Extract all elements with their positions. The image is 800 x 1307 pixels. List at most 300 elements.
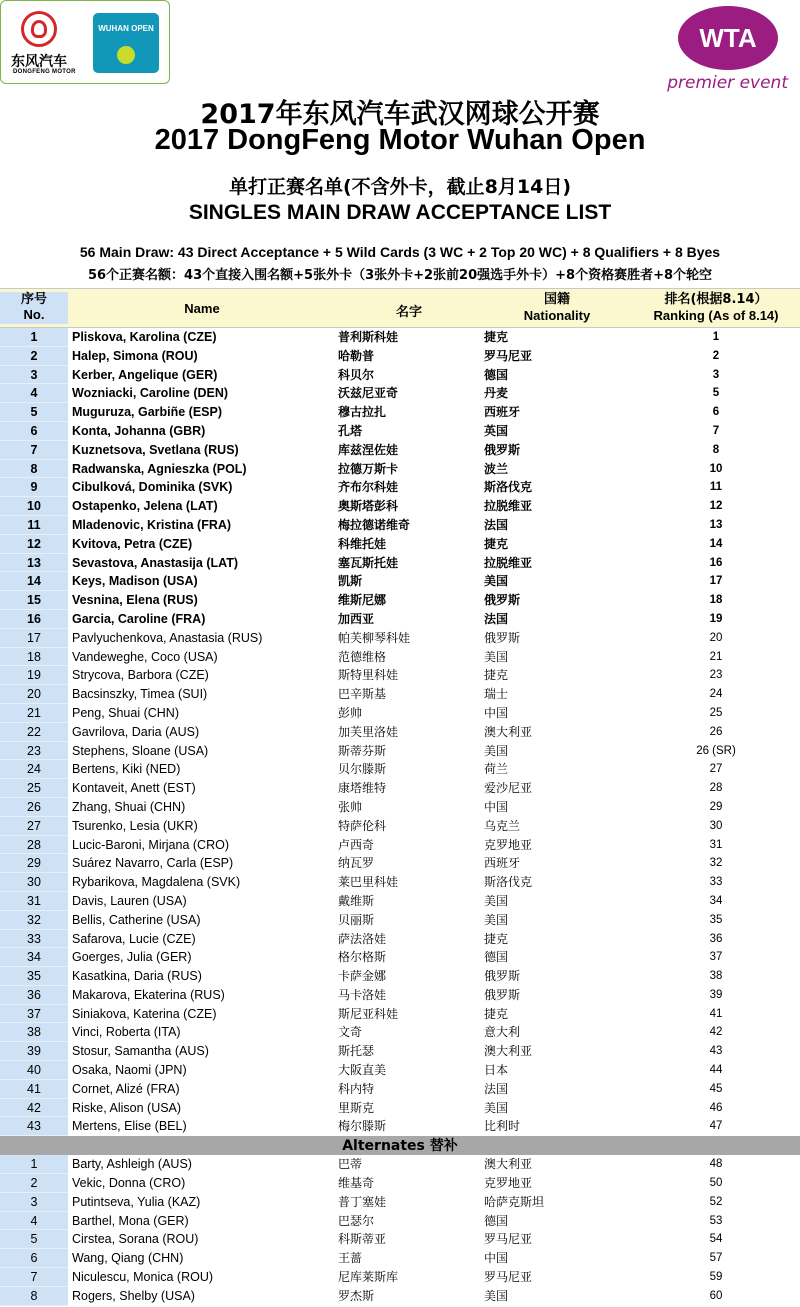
row-number: 18 [0, 648, 68, 667]
player-nationality: 瑞士 [484, 687, 509, 702]
player-name-cn: 贝丽斯 [338, 912, 375, 927]
player-name-cn: 巴蒂 [338, 1157, 363, 1172]
player-nationality: 美国 [484, 574, 509, 589]
player-name-cn: 康塔维特 [338, 781, 387, 796]
player-name-cn: 贝尔滕斯 [338, 762, 387, 777]
main-draw-rows [0, 328, 800, 1136]
table-row [0, 723, 800, 742]
player-nationality: 美国 [484, 1288, 509, 1303]
table-row [0, 516, 800, 535]
player-name-cn: 奥斯塔彭科 [338, 499, 399, 514]
header-number [0, 292, 68, 324]
row-number: 5 [0, 1230, 68, 1249]
player-name-cn: 罗杰斯 [338, 1288, 375, 1303]
row-number: 6 [0, 1249, 68, 1268]
row-number: 33 [0, 930, 68, 949]
player-name-cn: 卡萨金娜 [338, 969, 387, 984]
player-nationality: 法国 [484, 611, 509, 626]
player-ranking: 7 [712, 424, 720, 437]
player-name-cn: 特萨伦科 [338, 818, 387, 833]
row-number: 42 [0, 1099, 68, 1118]
player-ranking: 30 [709, 819, 723, 832]
player-name-cn: 萨法洛娃 [338, 931, 387, 946]
row-number: 19 [0, 666, 68, 685]
row-number: 10 [0, 497, 68, 516]
player-nationality: 俄罗斯 [484, 630, 521, 645]
player-ranking: 3 [712, 368, 720, 381]
wuhan-open-logo [93, 13, 159, 73]
player-nationality: 荷兰 [484, 762, 509, 777]
header-ranking-en: Ranking (As of 8.14) [653, 308, 779, 323]
row-number: 24 [0, 760, 68, 779]
table-row [0, 572, 800, 591]
row-number: 25 [0, 779, 68, 798]
player-ranking: 46 [709, 1101, 723, 1114]
row-number: 22 [0, 723, 68, 742]
player-ranking: 13 [709, 518, 723, 531]
player-ranking: 10 [709, 462, 723, 475]
player-name: Safarova, Lucie (CZE) [72, 931, 196, 946]
player-name-cn: 穆古拉扎 [338, 405, 387, 420]
player-name-cn: 沃兹尼亚奇 [338, 386, 399, 401]
header-nationality-en: Nationality [523, 308, 591, 323]
row-number: 7 [0, 441, 68, 460]
row-number: 40 [0, 1061, 68, 1080]
player-nationality: 斯洛伐克 [484, 480, 533, 495]
player-ranking: 26 [709, 725, 723, 738]
player-name: Davis, Lauren (USA) [72, 893, 187, 908]
player-name: Vekic, Donna (CRO) [72, 1176, 186, 1191]
player-name: Niculescu, Monica (ROU) [72, 1270, 214, 1285]
table-row [0, 610, 800, 629]
table-row [0, 648, 800, 667]
player-nationality: 澳大利亚 [484, 724, 533, 739]
player-name: Cirstea, Sorana (ROU) [72, 1232, 199, 1247]
player-name-cn: 维斯尼娜 [338, 593, 387, 608]
summary-cn: 56个正赛名额：43个直接入围名额+5张外卡（3张外卡+2张前20强选手外卡）+8个资格赛胜者+8个轮空 [87, 268, 713, 283]
player-nationality: 斯洛伐克 [484, 875, 533, 890]
player-name: Riske, Alison (USA) [72, 1100, 182, 1115]
player-nationality: 德国 [484, 950, 509, 965]
player-nationality: 罗马尼亚 [484, 1232, 533, 1247]
player-name-cn: 哈勒普 [338, 348, 375, 363]
player-ranking: 57 [709, 1252, 723, 1265]
header-name: Name [184, 301, 220, 316]
player-ranking: 41 [709, 1007, 723, 1020]
player-ranking: 59 [709, 1271, 723, 1284]
dongfeng-en-text: DONGFENG MOTOR [13, 69, 76, 75]
player-name: Vandeweghe, Coco (USA) [72, 649, 218, 664]
table-row [0, 742, 800, 761]
player-nationality: 捷克 [484, 536, 509, 551]
table-row [0, 1042, 800, 1061]
player-name: Mertens, Elise (BEL) [72, 1119, 187, 1134]
player-name: Kerber, Angelique (GER) [72, 367, 218, 382]
player-nationality: 俄罗斯 [484, 442, 521, 457]
table-row [0, 1212, 800, 1231]
row-number: 15 [0, 591, 68, 610]
player-name-cn: 尼库莱斯库 [338, 1270, 399, 1285]
player-name-cn: 加西亚 [338, 611, 375, 626]
player-ranking: 23 [709, 669, 723, 682]
table-row [0, 666, 800, 685]
header-name-cn: 名字 [395, 305, 422, 320]
player-nationality: 丹麦 [484, 386, 509, 401]
row-number: 4 [0, 1212, 68, 1231]
row-number: 38 [0, 1023, 68, 1042]
player-ranking: 36 [709, 932, 723, 945]
row-number: 13 [0, 554, 68, 573]
player-nationality: 克罗地亚 [484, 1176, 533, 1191]
table-row [0, 967, 800, 986]
row-number: 43 [0, 1117, 68, 1136]
player-name: Kontaveit, Anett (EST) [72, 781, 196, 796]
player-ranking: 38 [709, 970, 723, 983]
player-nationality: 捷克 [484, 1006, 509, 1021]
player-name: Tsurenko, Lesia (UKR) [72, 818, 198, 833]
row-number: 4 [0, 384, 68, 403]
table-row [0, 930, 800, 949]
table-row [0, 441, 800, 460]
header-nationality-cn: 国籍 [543, 292, 570, 307]
player-nationality: 美国 [484, 1100, 509, 1115]
table-row [0, 836, 800, 855]
table-row [0, 704, 800, 723]
table-row [0, 591, 800, 610]
table-row [0, 1117, 800, 1136]
header-ranking-cn: 排名(根据8.14） [664, 292, 768, 307]
header-number-cn: 序号 [20, 292, 47, 307]
player-nationality: 日本 [484, 1063, 509, 1078]
player-name: Bacsinszky, Timea (SUI) [72, 687, 208, 702]
player-name-cn: 拉德万斯卡 [338, 461, 399, 476]
player-ranking: 19 [709, 612, 723, 625]
player-nationality: 法国 [484, 1081, 509, 1096]
player-name: Cibulková, Dominika (SVK) [72, 480, 233, 495]
row-number: 36 [0, 986, 68, 1005]
player-ranking: 21 [709, 650, 723, 663]
table-row [0, 384, 800, 403]
row-number: 3 [0, 1193, 68, 1212]
player-name: Pavlyuchenkova, Anastasia (RUS) [72, 630, 263, 645]
player-name: Goerges, Julia (GER) [72, 950, 192, 965]
player-nationality: 意大利 [484, 1025, 521, 1040]
row-number: 12 [0, 535, 68, 554]
table-row [0, 911, 800, 930]
row-number: 41 [0, 1080, 68, 1099]
player-nationality: 捷克 [484, 931, 509, 946]
player-name-cn: 巴瑟尔 [338, 1213, 375, 1228]
row-number: 3 [0, 366, 68, 385]
header-nationality [482, 292, 632, 324]
player-ranking: 39 [709, 988, 723, 1001]
table-row [0, 1174, 800, 1193]
player-name: Pliskova, Karolina (CZE) [72, 330, 217, 344]
dongfeng-logo-icon [21, 11, 57, 47]
player-name: Halep, Simona (ROU) [72, 348, 198, 363]
player-ranking: 37 [709, 951, 723, 964]
player-name: Gavrilova, Daria (AUS) [72, 724, 200, 739]
header-number-en: No. [23, 307, 45, 322]
player-ranking: 12 [709, 500, 723, 513]
row-number: 30 [0, 873, 68, 892]
player-name-cn: 里斯克 [338, 1100, 375, 1115]
row-number: 37 [0, 1005, 68, 1024]
player-nationality: 俄罗斯 [484, 593, 521, 608]
player-ranking: 50 [709, 1177, 723, 1190]
player-name: Peng, Shuai (CHN) [72, 705, 179, 720]
player-name-cn: 纳瓦罗 [338, 856, 375, 871]
player-nationality: 英国 [484, 423, 509, 438]
player-ranking: 24 [709, 688, 723, 701]
player-nationality: 捷克 [484, 330, 509, 344]
row-number: 5 [0, 403, 68, 422]
player-name: Stephens, Sloane (USA) [72, 743, 209, 758]
player-ranking: 43 [709, 1045, 723, 1058]
player-ranking: 5 [712, 387, 720, 400]
row-number: 8 [0, 1287, 68, 1306]
player-name: Stosur, Samantha (AUS) [72, 1044, 209, 1059]
player-ranking: 27 [709, 763, 723, 776]
player-nationality: 美国 [484, 649, 509, 664]
row-number: 6 [0, 422, 68, 441]
player-ranking: 32 [709, 857, 723, 870]
table-row [0, 347, 800, 366]
row-number: 21 [0, 704, 68, 723]
player-nationality: 美国 [484, 893, 509, 908]
player-name: Rogers, Shelby (USA) [72, 1288, 195, 1303]
player-name: Makarova, Ekaterina (RUS) [72, 987, 225, 1002]
player-ranking: 48 [709, 1158, 723, 1171]
table-row [0, 1155, 800, 1174]
row-number: 11 [0, 516, 68, 535]
player-ranking: 14 [709, 537, 723, 550]
player-name: Radwanska, Agnieszka (POL) [72, 461, 247, 476]
player-nationality: 中国 [484, 799, 509, 814]
table-row [0, 1023, 800, 1042]
player-ranking: 1 [712, 331, 720, 343]
table-row [0, 403, 800, 422]
row-number: 20 [0, 685, 68, 704]
wta-logo: WTA [678, 6, 778, 70]
table-row [0, 1061, 800, 1080]
player-name-cn: 加芙里洛娃 [338, 724, 399, 739]
player-name: Strycova, Barbora (CZE) [72, 668, 209, 683]
subtitle-en: SINGLES MAIN DRAW ACCEPTANCE LIST [188, 201, 612, 224]
table-row [0, 1249, 800, 1268]
player-nationality: 罗马尼亚 [484, 348, 533, 363]
player-ranking: 28 [709, 782, 723, 795]
player-nationality: 俄罗斯 [484, 969, 521, 984]
player-name: Garcia, Caroline (FRA) [72, 611, 206, 626]
player-name-cn: 科维托娃 [338, 536, 387, 551]
player-ranking: 54 [709, 1233, 723, 1246]
player-name: Rybarikova, Magdalena (SVK) [72, 875, 241, 890]
player-name: Vesnina, Elena (RUS) [72, 593, 198, 608]
player-nationality: 罗马尼亚 [484, 1270, 533, 1285]
table-row [0, 366, 800, 385]
player-name: Kasatkina, Daria (RUS) [72, 969, 202, 984]
table-row [0, 629, 800, 648]
player-name-cn: 斯托瑟 [338, 1044, 375, 1059]
title-cn: 2017年东风汽车武汉网球公开赛 [200, 99, 600, 130]
player-name-cn: 戴维斯 [338, 893, 375, 908]
player-ranking: 18 [709, 594, 723, 607]
summary-en: 56 Main Draw: 43 Direct Acceptance + 5 Wild Cards (3 WC + 2 Top 20 WC) + 8 Qualifiers + 8 Byes [79, 244, 721, 260]
player-name-cn: 维基奇 [338, 1176, 375, 1191]
table-row [0, 986, 800, 1005]
player-name: Osaka, Naomi (JPN) [72, 1063, 187, 1078]
player-name: Putintseva, Yulia (KAZ) [72, 1194, 201, 1209]
player-name: Vinci, Roberta (ITA) [72, 1025, 181, 1040]
table-row [0, 1287, 800, 1306]
player-ranking: 25 [709, 706, 723, 719]
player-name-cn: 范德维格 [338, 649, 387, 664]
table-row [0, 478, 800, 497]
table-row [0, 1230, 800, 1249]
row-number: 34 [0, 948, 68, 967]
player-ranking: 45 [709, 1082, 723, 1095]
row-number: 14 [0, 572, 68, 591]
player-ranking: 11 [709, 481, 723, 494]
player-ranking: 44 [709, 1064, 723, 1077]
row-number: 32 [0, 911, 68, 930]
player-name-cn: 马卡洛娃 [338, 987, 387, 1002]
player-name: Muguruza, Garbiñe (ESP) [72, 405, 223, 420]
player-ranking: 29 [709, 800, 723, 813]
player-nationality: 爱沙尼亚 [484, 781, 533, 796]
player-name-cn: 孔塔 [338, 423, 363, 438]
player-ranking: 34 [709, 894, 723, 907]
table-row [0, 328, 800, 347]
row-number: 2 [0, 347, 68, 366]
player-nationality: 美国 [484, 743, 509, 758]
table-row [0, 854, 800, 873]
player-ranking: 47 [709, 1120, 723, 1133]
player-name-cn: 斯特里科娃 [338, 668, 399, 683]
player-name: Bertens, Kiki (NED) [72, 762, 181, 777]
table-row [0, 554, 800, 573]
table-row [0, 1005, 800, 1024]
player-name-cn: 格尔格斯 [338, 950, 387, 965]
table-row [0, 685, 800, 704]
row-number: 35 [0, 967, 68, 986]
player-name-cn: 梅拉德诺维奇 [338, 517, 411, 532]
player-name: Kuznetsova, Svetlana (RUS) [72, 442, 239, 457]
alternates-title-text: Alternates 替补 [342, 1138, 458, 1155]
title-en: 2017 DongFeng Motor Wuhan Open [154, 124, 646, 156]
player-ranking: 16 [709, 556, 723, 569]
player-nationality: 乌克兰 [484, 818, 521, 833]
player-name: Cornet, Alizé (FRA) [72, 1081, 180, 1096]
player-name-cn: 凯斯 [338, 574, 363, 589]
player-name: Lucic-Baroni, Mirjana (CRO) [72, 837, 229, 852]
player-nationality: 比利时 [484, 1119, 521, 1134]
table-row [0, 1080, 800, 1099]
table-row [0, 497, 800, 516]
player-name: Mladenovic, Kristina (FRA) [72, 517, 232, 532]
row-number: 26 [0, 798, 68, 817]
player-nationality: 拉脱维亚 [484, 555, 533, 570]
alternate-rows [0, 1155, 800, 1305]
row-number: 7 [0, 1268, 68, 1287]
player-ranking: 35 [709, 913, 723, 926]
wuhan-open-text: WUHAN OPEN [98, 24, 154, 33]
player-name: Zhang, Shuai (CHN) [72, 799, 186, 814]
table-row [0, 460, 800, 479]
acceptance-table [0, 288, 800, 1306]
subtitle-cn: 单打正赛名单(不含外卡，截止8月14日) [228, 176, 572, 198]
player-ranking: 53 [709, 1214, 723, 1227]
player-name: Bellis, Catherine (USA) [72, 912, 201, 927]
player-name-cn: 普利斯科娃 [338, 330, 399, 344]
player-name: Konta, Johanna (GBR) [72, 423, 206, 438]
table-row [0, 948, 800, 967]
table-row [0, 817, 800, 836]
player-nationality: 西班牙 [484, 405, 521, 420]
row-number: 29 [0, 854, 68, 873]
player-name-cn: 科内特 [338, 1081, 375, 1096]
player-nationality: 澳大利亚 [484, 1044, 533, 1059]
player-name: Barty, Ashleigh (AUS) [72, 1157, 192, 1172]
player-nationality: 中国 [484, 1251, 509, 1266]
player-name: Keys, Madison (USA) [72, 574, 198, 589]
player-ranking: 6 [712, 406, 720, 419]
row-number: 1 [0, 1155, 68, 1174]
table-row [0, 873, 800, 892]
player-nationality: 波兰 [484, 461, 509, 476]
player-nationality: 中国 [484, 705, 509, 720]
player-name: Barthel, Mona (GER) [72, 1213, 189, 1228]
player-nationality: 西班牙 [484, 856, 521, 871]
wta-tagline: premier event [667, 73, 788, 93]
player-ranking: 2 [712, 349, 720, 362]
player-name-cn: 塞瓦斯托娃 [338, 555, 399, 570]
table-row [0, 760, 800, 779]
player-name-cn: 普丁塞娃 [338, 1194, 387, 1209]
player-nationality: 拉脱维亚 [484, 499, 533, 514]
row-number: 2 [0, 1174, 68, 1193]
row-number: 16 [0, 610, 68, 629]
row-number: 9 [0, 478, 68, 497]
player-ranking: 42 [709, 1026, 723, 1039]
player-ranking: 8 [712, 443, 720, 456]
player-nationality: 德国 [484, 1213, 509, 1228]
player-name-cn: 科贝尔 [338, 367, 375, 382]
player-nationality: 俄罗斯 [484, 987, 521, 1002]
player-name-cn: 巴辛斯基 [338, 687, 387, 702]
player-name-cn: 斯尼亚科娃 [338, 1006, 399, 1021]
table-row [0, 1193, 800, 1212]
table-row [0, 1099, 800, 1118]
row-number: 27 [0, 817, 68, 836]
player-name: Kvitova, Petra (CZE) [72, 536, 193, 551]
player-nationality: 哈萨克斯坦 [484, 1194, 545, 1209]
racket-icon [117, 46, 135, 64]
player-nationality: 美国 [484, 912, 509, 927]
player-name: Wozniacki, Caroline (DEN) [72, 386, 229, 401]
row-number: 31 [0, 892, 68, 911]
player-name-cn: 斯蒂芬斯 [338, 743, 387, 758]
table-row [0, 779, 800, 798]
player-name: Suárez Navarro, Carla (ESP) [72, 856, 234, 871]
player-ranking: 31 [709, 838, 723, 851]
player-name: Sevastova, Anastasija (LAT) [72, 555, 239, 570]
table-row [0, 1268, 800, 1287]
player-name: Ostapenko, Jelena (LAT) [72, 499, 218, 514]
header-ranking [632, 292, 800, 324]
player-ranking: 17 [709, 575, 723, 588]
